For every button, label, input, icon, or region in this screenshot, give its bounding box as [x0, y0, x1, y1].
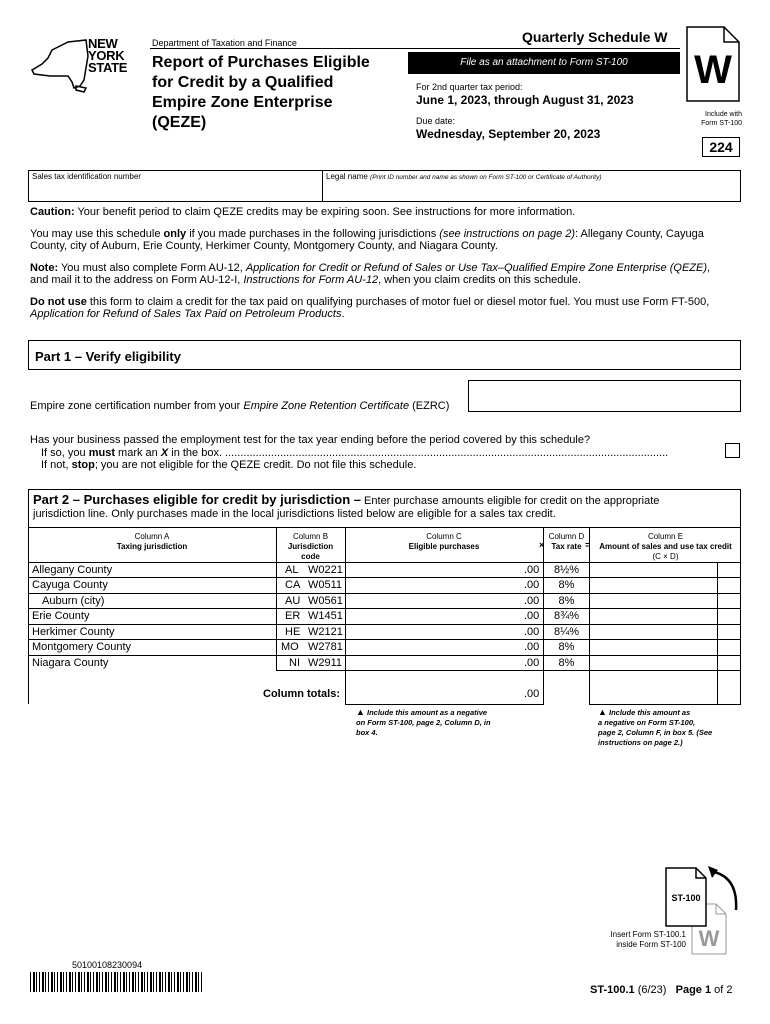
w-icon-label: W — [698, 926, 720, 951]
part2-heading-block: Part 2 – Purchases eligible for credit by jurisdiction – Enter purchase amounts eligible for credit on the appropriate jurisdiction line. Only purchases made in the local jurisdictions listed below are eligible for a sales tax credit. — [33, 492, 660, 520]
id-divider — [322, 170, 323, 202]
st100-icon-label: ST-100 — [671, 893, 701, 903]
purchases-input[interactable] — [346, 563, 536, 577]
instructions: Caution: Your benefit period to claim QEZE credits may be expiring soon. See instructions for more information. You may use this schedule only if you made purchases in the following jurisdictions (see instructions on page 2): Allegany County, Cayuga County, city of Auburn, Erie County, Herkimer County, Montgomery County, and Niagara County. Note: You must also complete Form AU-12, Application for Credit or Refund of Sales or Use Tax–Qualified Empire Zone Enterprise (QEZE), and mail it to the address on Form AU-12-I, Instructions for Form AU-12, when you claim credits on this schedule. Do not use this form to claim a credit for the tax paid on qualifying purchases of motor fuel or diesel motor fuel. You must use Form FT-500, Application for Refund of Sales Tax Paid on Petroleum Products. — [30, 206, 742, 321]
col-b-header: Column B Jurisdiction code — [287, 532, 334, 561]
form-title: Report of Purchases Eligible for Credit by a Qualified Empire Zone Enterprise (QEZE) — [152, 54, 370, 131]
form-code: 224 — [702, 137, 740, 157]
ezrc-label: Empire zone certification number from your Empire Zone Retention Certificate (EZRC) — [30, 400, 450, 412]
credit-input[interactable] — [590, 656, 717, 670]
period-label: For 2nd quarter tax period: — [416, 82, 523, 92]
equals-sign: = — [585, 540, 591, 550]
caution-text: Caution: Your benefit period to claim QEZE credits may be expiring soon. See instructions for more information. — [30, 206, 576, 218]
part1-header — [28, 340, 741, 370]
purchases-input[interactable] — [346, 578, 536, 592]
column-totals-label: Column totals: — [263, 688, 340, 700]
arrow-up-icon: ▲ — [598, 707, 607, 717]
period-value: June 1, 2023, through August 31, 2023 — [416, 93, 634, 107]
table-row: Allegany County AL W0221 .00 8½% — [28, 563, 741, 578]
table-row: Erie County ER W1451 .00 8¾% — [28, 609, 741, 625]
note-column-e: ▲ Include this amount as a negative on Form ST-100, page 2, Column F, in box 5. (See instructions on page 2.) — [598, 707, 713, 747]
employment-test: Has your business passed the employment test for the tax year ending before the period covered by this schedule? If so, you must mark an X in the box. ................................................................................................................................................. If not, stop; you are not eligible for the QEZE credit. Do not file this schedule. — [30, 434, 669, 471]
header-rule — [150, 48, 680, 49]
table-row: Niagara County NI W2911 .00 8% — [28, 656, 741, 671]
note-text: Note: You must also complete Form AU-12, Application for Credit or Refund of Sales or Use Tax–Qualified Empire Zone Enterprise (QEZE), — [30, 261, 711, 274]
table-row: Montgomery County MO W2781 .00 8% — [28, 640, 741, 656]
ezrc-input[interactable] — [468, 380, 741, 412]
form-footer-id: ST-100.1 (6/23) Page 1 of 2 — [590, 984, 733, 996]
purchases-input[interactable] — [346, 656, 536, 670]
times-sign: × — [539, 540, 545, 550]
schedule-name: Quarterly Schedule W — [522, 29, 668, 45]
sales-tax-id-label: Sales tax identification number — [32, 172, 141, 181]
table-row: Auburn (city) AU W0561 .00 8% — [28, 594, 741, 609]
col-e-header: Column E Amount of sales and use tax credit (C × D) — [599, 532, 732, 561]
col-d-header: Column D Tax rate — [548, 532, 585, 551]
barcode — [30, 972, 202, 992]
table-row: Cayuga County CA W0511 .00 8% — [28, 578, 741, 594]
jurisdiction-text: You may use this schedule only if you made purchases in the following jurisdictions (see instructions on page 2): Allegany County, Cayuga — [30, 227, 704, 240]
arrow-up-icon: ▲ — [356, 707, 365, 717]
credit-input[interactable] — [590, 609, 717, 623]
credit-input[interactable] — [590, 594, 717, 608]
due-value: Wednesday, September 20, 2023 — [416, 127, 601, 141]
purchases-input[interactable] — [346, 594, 536, 608]
department-name: Department of Taxation and Finance — [152, 38, 297, 48]
part1-heading: Part 1 – Verify eligibility — [35, 349, 181, 364]
purchases-input[interactable] — [346, 609, 536, 623]
credit-input[interactable] — [590, 640, 717, 654]
total-purchases-input[interactable] — [347, 686, 517, 702]
employment-test-checkbox[interactable] — [725, 443, 740, 458]
table-row: Herkimer County HE W2121 .00 8¼% — [28, 625, 741, 640]
nys-logo-text: NEW YORK STATE — [88, 36, 128, 75]
credit-input[interactable] — [590, 563, 717, 577]
total-cents: .00 — [524, 688, 540, 700]
include-with: Include with Form ST-100 — [701, 111, 742, 127]
w-badge — [686, 26, 740, 102]
note-column-c: ▲ Include this amount as a negative on Form ST-100, page 2, Column D, in box 4. — [356, 707, 491, 737]
due-label: Due date: — [416, 116, 456, 126]
credit-input[interactable] — [590, 578, 717, 592]
legal-name-label: Legal name (Print ID number and name as shown on Form ST-100 or Certificate of Authority) — [326, 172, 602, 181]
credit-input[interactable] — [590, 625, 717, 639]
sales-tax-id-input[interactable] — [30, 182, 320, 200]
donot-text: Do not use this form to claim a credit for the tax paid on qualifying purchases of motor fuel or diesel motor fuel. You must use Form FT-500, — [30, 295, 710, 308]
purchases-input[interactable] — [346, 640, 536, 654]
attachment-banner: File as an attachment to Form ST-100 — [408, 52, 680, 74]
w-letter: W — [694, 48, 732, 92]
purchases-input[interactable] — [346, 625, 536, 639]
col-c-header: Column C Eligible purchases — [408, 532, 480, 551]
total-credit-input[interactable] — [591, 686, 715, 702]
legal-name-input[interactable] — [325, 182, 739, 200]
insert-text: Insert Form ST-100.1 inside Form ST-100 — [610, 930, 686, 949]
barcode-number: 50100108230094 — [72, 960, 143, 970]
col-a-header: Column A Taxing jurisdiction — [116, 532, 188, 551]
jurisdiction-rows — [28, 563, 741, 671]
